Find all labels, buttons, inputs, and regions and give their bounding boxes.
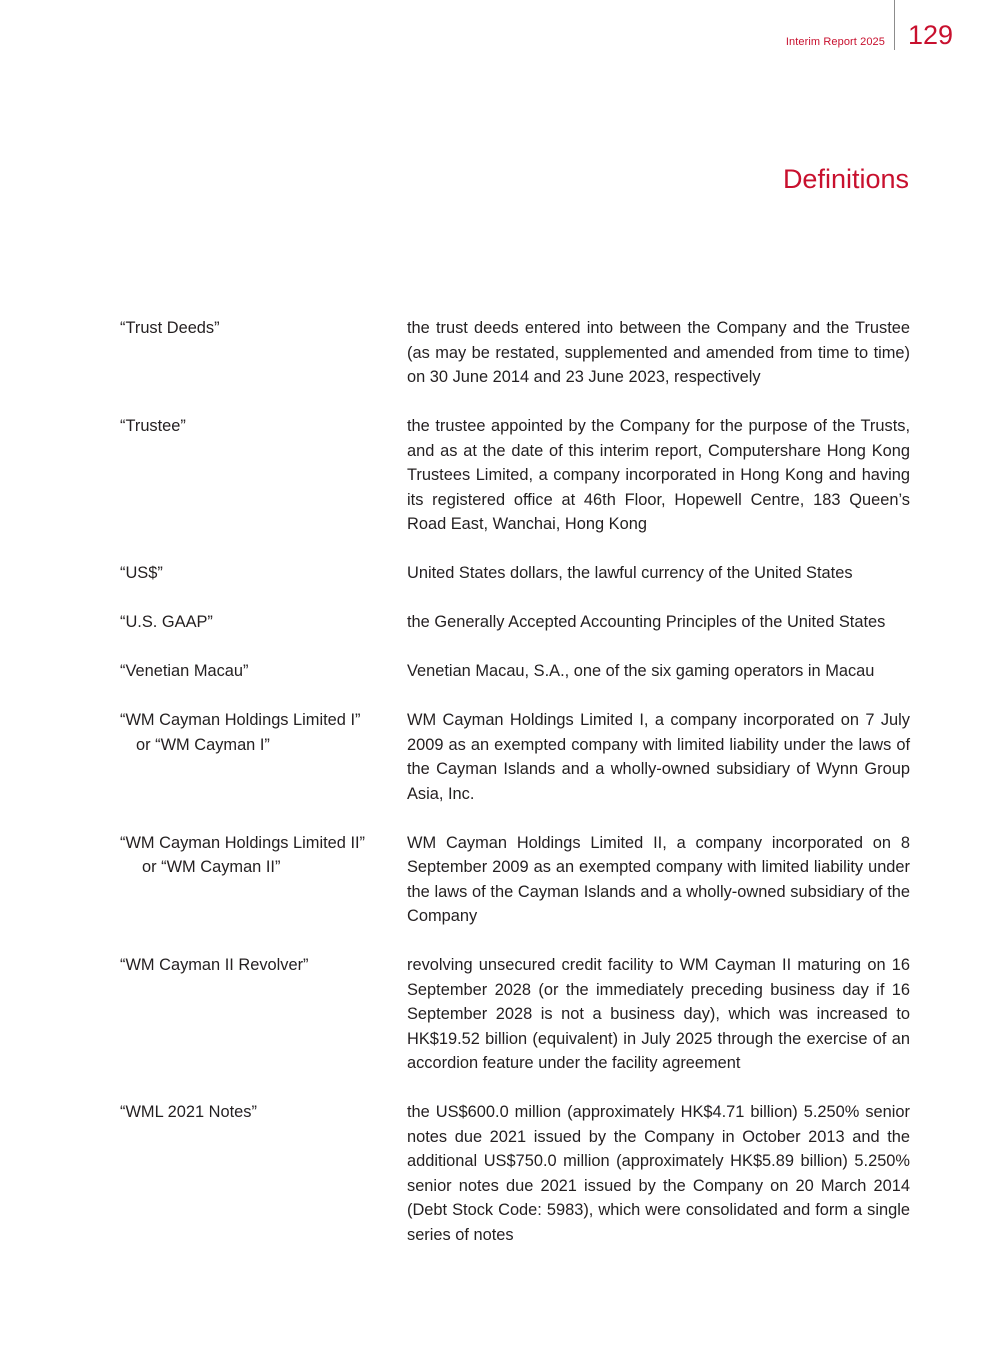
term-continuation: or “WM Cayman I” (136, 735, 270, 754)
term-line: “U.S. GAAP” (120, 613, 213, 631)
definition-row (120, 659, 910, 684)
definition-row (120, 561, 910, 586)
definition-row (120, 610, 910, 635)
definition-row (120, 953, 910, 1076)
definition-row (120, 831, 910, 929)
header-divider (894, 0, 895, 50)
definition-term (120, 561, 407, 586)
definition-meaning: WM Cayman Holdings Limited I, a company incorporated on 7 July 2009 as an exempted company with limited liability under the laws of the Cayman Islands and a wholly-owned subsidiary of Wynn Group Asia, Inc. (407, 711, 910, 803)
definition-term (120, 316, 407, 390)
definition-term (120, 414, 407, 537)
definition-term (120, 831, 407, 929)
definition-row (120, 708, 910, 806)
definitions-list (120, 316, 910, 1272)
term-line: “Venetian Macau” (120, 662, 249, 680)
definition-row (120, 316, 910, 390)
report-name: Interim Report 2025 (785, 36, 885, 48)
term-line: “WM Cayman Holdings Limited I” (120, 711, 361, 729)
definition-term (120, 953, 407, 1076)
definition-meaning: the Generally Accepted Accounting Principles of the United States (407, 613, 886, 631)
page-number: 129 (908, 20, 954, 50)
term-line: “WML 2021 Notes” (120, 1103, 257, 1121)
term-continuation: or “WM Cayman II” (142, 858, 281, 876)
definition-meaning: the US$600.0 million (approximately HK$4.71 billion) 5.250% senior notes due 2021 issued by the Company in October 2013 and the additional US$750.0 million (approximately HK$5.89 billion) 5.250% senior notes due 2021 issued by the Company on 20 March 2014 (Debt Stock Code: 5983), which were consolidated and form a single series of notes (407, 1103, 910, 1244)
definition-meaning: WM Cayman Holdings Limited II, a company incorporated on 8 September 2009 as an exempted company with limited liability under the laws of the Cayman Islands and a wholly-owned subsidiary of the Company (407, 833, 910, 925)
term-line: “Trust Deeds” (120, 319, 220, 337)
definition-term (120, 610, 407, 635)
definition-term (120, 659, 407, 684)
term-line: “US$” (120, 564, 163, 582)
definition-meaning: Venetian Macau, S.A., one of the six gaming operators in Macau (407, 662, 875, 680)
page-header (0, 0, 1006, 60)
definition-row (120, 1100, 910, 1247)
definition-term (120, 1100, 407, 1247)
definition-meaning: the trustee appointed by the Company for the purpose of the Trusts, and as at the date of this interim report, Computershare Hong Kong Trustees Limited, a company incorporated in Hong Kong and having its registered office at 46th Floor, Hopewell Centre, 183 Queen’s Road East, Wanchai, Hong Kong (407, 417, 910, 533)
page-title: Definitions (782, 164, 909, 194)
definition-meaning: revolving unsecured credit facility to WM Cayman II maturing on 16 September 2028 (or the immediately preceding business day if 16 September 2028 is not a business day), which was increased to HK$19.52 billion (equivalent) in July 2025 through the exercise of an accordion feature under the facility agreement (407, 956, 910, 1072)
definition-meaning: United States dollars, the lawful currency of the United States (407, 564, 853, 582)
definition-meaning: the trust deeds entered into between the Company and the Trustee (as may be restated, supplemented and amended from time to time) on 30 June 2014 and 23 June 2023, respectively (407, 319, 910, 386)
term-line: “Trustee” (120, 417, 186, 435)
definition-row (120, 414, 910, 537)
term-line: “WM Cayman II Revolver” (120, 956, 309, 974)
term-line: “WM Cayman Holdings Limited II” (120, 833, 366, 852)
definition-term (120, 708, 407, 806)
